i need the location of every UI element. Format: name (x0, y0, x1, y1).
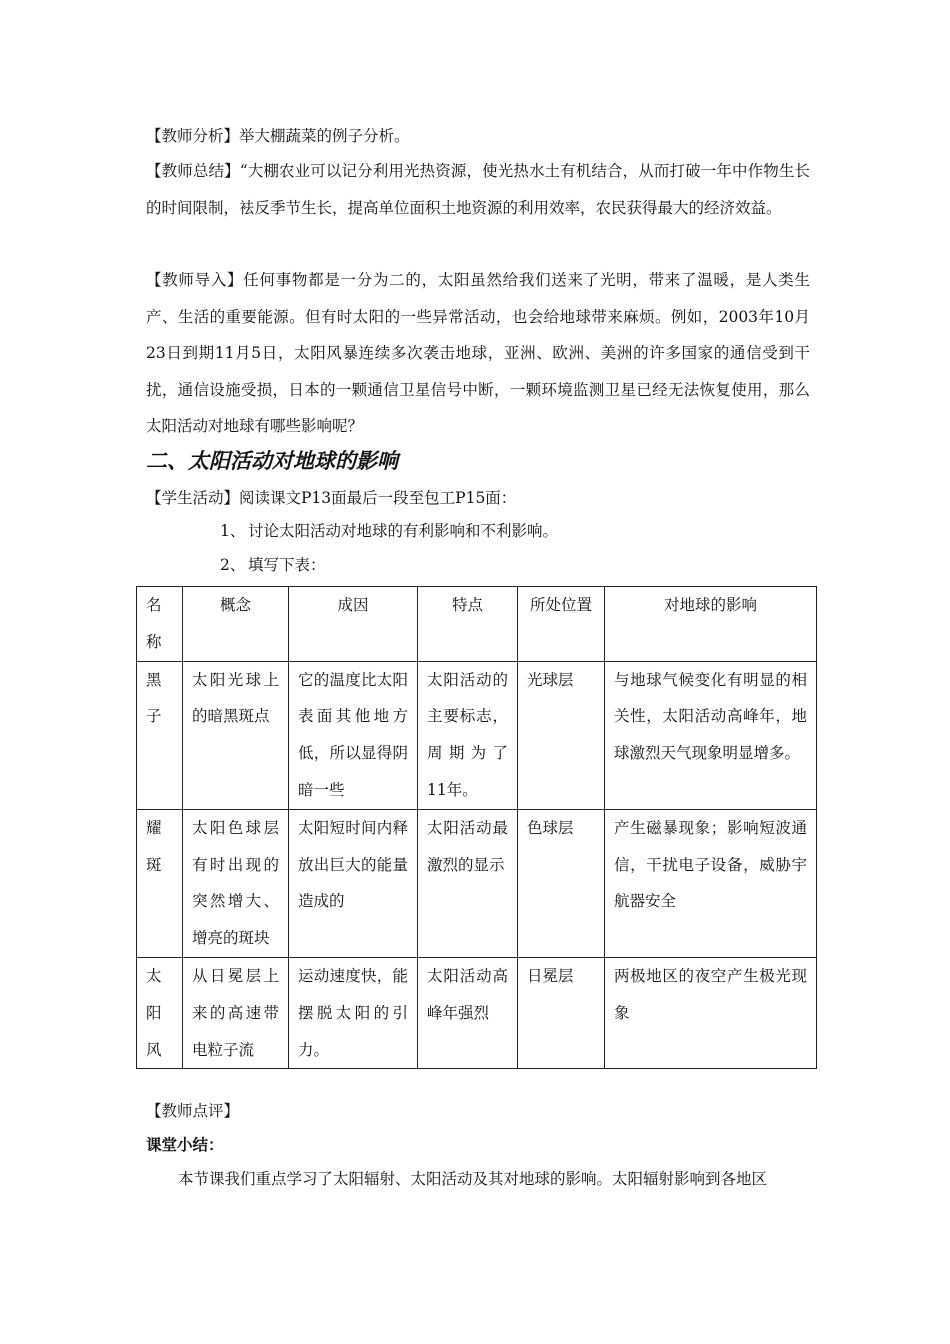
table-row (137, 661, 817, 809)
table-cell: 从日冕层上来的高速带电粒子流 (183, 957, 289, 1068)
header-cell-concept: 概念 (183, 587, 289, 662)
table-cell: 太阳短时间内释放出巨大的能量造成的 (289, 809, 418, 957)
table-cell: 它的温度比太阳表面其他地方低，所以显得阴暗一些 (289, 661, 418, 809)
task-item-2 (220, 553, 326, 577)
solar-activity-table (136, 586, 817, 1069)
table-cell: 太阳风 (137, 957, 183, 1068)
table-cell: 与地球气候变化有明显的相关性，太阳活动高峰年，地球激烈天气现象明显增多。 (605, 661, 817, 809)
student-activity-paragraph: 【学生活动】阅读课文P13面最后一段至包工P15面： (146, 489, 517, 507)
table-cell: 运动速度快，能摆脱太阳的引力。 (289, 957, 418, 1068)
header-cell-feature: 特点 (418, 587, 518, 662)
table-cell: 太阳活动高峰年强烈 (418, 957, 518, 1068)
table-cell: 产生磁暴现象；影响短波通信，干扰电子设备，威胁宇航器安全 (605, 809, 817, 957)
task-number: 1、 (220, 522, 246, 540)
table-cell: 两极地区的夜空产生极光现象 (605, 957, 817, 1068)
task-number: 2、 (220, 556, 246, 574)
header-cell-name: 名称 (137, 587, 183, 662)
table-cell: 太阳光球上的暗黑斑点 (183, 661, 289, 809)
table-cell: 色球层 (518, 809, 605, 957)
teacher-intro-paragraph: 【教师导入】任何事物都是一分为二的，太阳虽然给我们送来了光明，带来了温暖，是人类生产、生活的重要能源。但有时太阳的一些异常活动，也会给地球带来麻烦。例如，2003年10月23日到期11月5日，太阳风暴连续多次袭击地球，亚洲、欧洲、美洲的许多国家的通信受到干扰，通信设施受损，日本的一颗通信卫星信号中断，一颗环境监测卫星已经无法恢复使用，那么太阳活动对地球有哪些影响呢？ (146, 271, 810, 435)
header-cell-location: 所处位置 (518, 587, 605, 662)
teacher-analysis-paragraph: 【教师分析】举大棚蔬菜的例子分析。 (146, 127, 410, 145)
table-cell: 太阳活动的主要标志，周期为了11年。 (418, 661, 518, 809)
table-cell: 耀斑 (137, 809, 183, 957)
table-cell: 太阳色球层有时出现的突然增大、增亮的斑块 (183, 809, 289, 957)
task-text: 填写下表： (248, 556, 326, 574)
summary-text: 本节课我们重点学习了太阳辐射、太阳活动及其对地球的影响。太阳辐射影响到各地区 (178, 1170, 768, 1188)
teacher-comment: 【教师点评】 (146, 1102, 240, 1120)
table-row (137, 809, 817, 957)
table-header-row (137, 587, 817, 662)
header-cell-impact: 对地球的影响 (605, 587, 817, 662)
table-cell: 太阳活动最激烈的显示 (418, 809, 518, 957)
task-text: 讨论太阳活动对地球的有利影响和不利影响。 (248, 522, 559, 540)
teacher-summary-paragraph: 【教师总结】“大棚农业可以记分利用光热资源，使光热水土有机结合，从而打破一年中作物生长的时间限制，袪反季节生长，提高单位面积土地资源的利用效率，农民获得最大的经济效益。 (146, 162, 810, 217)
summary-title: 课堂小结： (146, 1135, 224, 1154)
table-cell: 日冕层 (518, 957, 605, 1068)
table-row (137, 957, 817, 1068)
table-cell: 光球层 (518, 661, 605, 809)
table-cell: 黑子 (137, 661, 183, 809)
section-heading: 二、太阳活动对地球的影响 (146, 448, 398, 473)
header-cell-cause: 成因 (289, 587, 418, 662)
task-item-1 (220, 519, 558, 543)
